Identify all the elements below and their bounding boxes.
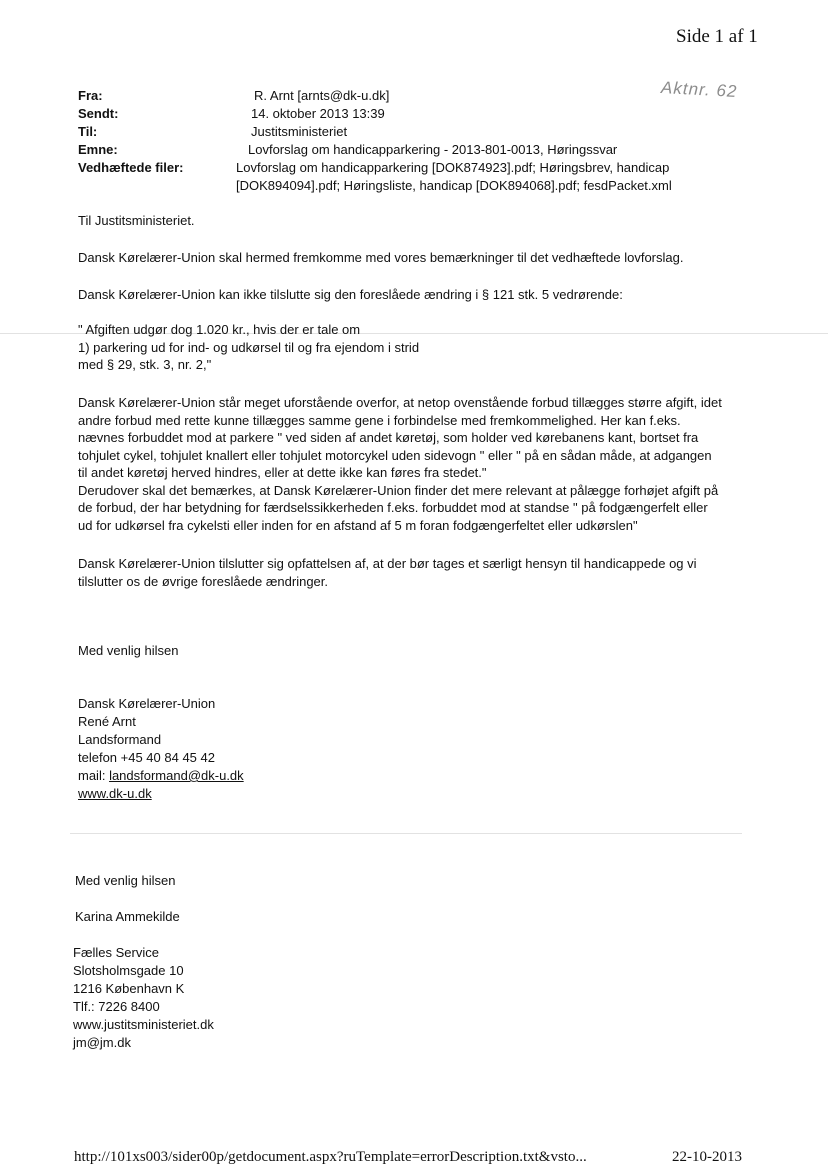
- salutation: Til Justitsministeriet.: [78, 213, 195, 228]
- body-paragraph-2: Dansk Kørelærer-Union kan ikke tilslutte sig den foreslåede ændring i § 121 stk. 5 vedrørende:: [78, 287, 623, 302]
- to-label: Til:: [78, 124, 98, 139]
- signature-mail-2: jm@jm.dk: [73, 1035, 131, 1050]
- signature-org: Dansk Kørelærer-Union: [78, 696, 216, 711]
- quote-line: med § 29, stk. 3, nr. 2,": [78, 357, 212, 372]
- attachments-label: Vedhæftede filer:: [78, 160, 184, 175]
- paragraph-line: til andet køretøj herved hindres, eller at dette ikke kan føres fra stedet.": [78, 465, 487, 480]
- closing-greeting-2: Med venlig hilsen: [75, 873, 176, 888]
- body-paragraph-1: Dansk Kørelærer-Union skal hermed fremkomme med vores bemærkninger til det vedhæftede lovforslag.: [78, 250, 684, 265]
- signature-city: 1216 København K: [73, 981, 185, 996]
- subject-value: Lovforslag om handicapparkering - 2013-801-0013, Høringssvar: [248, 142, 618, 157]
- paragraph-line: tohjulet cykel, tohjulet knallert eller tohjulet motorcykel uden sidevogn " eller " på en sådan måde, at adgangen: [78, 447, 712, 463]
- closing-greeting: Med venlig hilsen: [78, 643, 179, 658]
- website-link[interactable]: www.dk-u.dk: [78, 786, 152, 801]
- mail-prefix: mail:: [78, 768, 110, 783]
- paragraph-line: Dansk Kørelærer-Union tilslutter sig opfattelsen af, at der bør tages et særligt hensyn til handicappede og vi: [78, 556, 697, 571]
- paragraph-line: de forbud, der har betydning for færdselssikkerheden f.eks. forbuddet mod at standse " på fodgængerfelt eller: [78, 500, 708, 515]
- mail-link[interactable]: landsformand@dk-u.dk: [109, 768, 244, 783]
- signature-mail-row: [78, 767, 768, 785]
- footer-date: 22-10-2013: [672, 1149, 742, 1165]
- page-number: Side 1 af 1: [676, 26, 758, 47]
- signature-title: Landsformand: [78, 732, 162, 747]
- signature-phone: telefon +45 40 84 45 42: [78, 750, 215, 765]
- signature-web-2: www.justitsministeriet.dk: [73, 1017, 214, 1032]
- sent-value: 14. oktober 2013 13:39: [251, 106, 385, 121]
- paragraph-line: Dansk Kørelærer-Union står meget uforstående overfor, at netop ovenstående forbud tillægges større afgift, idet: [78, 395, 722, 410]
- from-value: R. Arnt [arnts@dk-u.dk]: [254, 88, 390, 103]
- paragraph-line: tilslutter os de øvrige foreslåede ændringer.: [78, 573, 329, 589]
- signature-name: René Arnt: [78, 714, 136, 729]
- attachments-line-1: Lovforslag om handicapparkering [DOK874923].pdf; Høringsbrev, handicap: [236, 160, 670, 175]
- sent-label: Sendt:: [78, 106, 119, 121]
- paragraph-line: ud for udkørsel fra cykelsti eller inden for en afstand af 5 m foran fodgængerfeltet eller udkørslen": [78, 517, 638, 533]
- separator-line: [70, 833, 742, 834]
- body-paragraph-4: [78, 555, 768, 590]
- paragraph-line: nævnes forbuddet mod at parkere " ved siden af andet køretøj, som holder ved kørebanens kant, bortset fra: [78, 430, 699, 445]
- handwritten-note: Aktnr. 62: [660, 78, 738, 101]
- signature-name-2: Karina Ammekilde: [75, 909, 180, 924]
- signature-dept: Fælles Service: [73, 945, 159, 960]
- signature-street: Slotsholmsgade 10: [73, 963, 184, 978]
- quote-line: 1) parkering ud for ind- og udkørsel til og fra ejendom i strid: [78, 339, 420, 355]
- paragraph-line: Derudover skal det bemærkes, at Dansk Kørelærer-Union finder det mere relevant at pålægge forhøjet afgift på: [78, 482, 719, 498]
- attachments-line-2: [DOK894094].pdf; Høringsliste, handicap [DOK894068].pdf; fesdPacket.xml: [236, 178, 672, 193]
- footer-url: http://101xs003/sider00p/getdocument.aspx?ruTemplate=errorDescription.txt&vsto...: [74, 1149, 587, 1165]
- body-paragraph-3: [78, 394, 768, 534]
- signature-ministry: [73, 944, 763, 1052]
- from-label: Fra:: [78, 88, 103, 103]
- paragraph-line: andre forbud med rette kunne tillægges samme gene i forbindelse med fremkommelighed. Her kan f.eks.: [78, 412, 681, 428]
- signature-union: [78, 695, 768, 803]
- to-value: Justitsministeriet: [251, 124, 348, 139]
- subject-label: Emne:: [78, 142, 118, 157]
- quote-line: " Afgiften udgør dog 1.020 kr., hvis der er tale om: [78, 322, 361, 337]
- quoted-rule: [78, 321, 768, 374]
- signature-phone-2: Tlf.: 7226 8400: [73, 999, 160, 1014]
